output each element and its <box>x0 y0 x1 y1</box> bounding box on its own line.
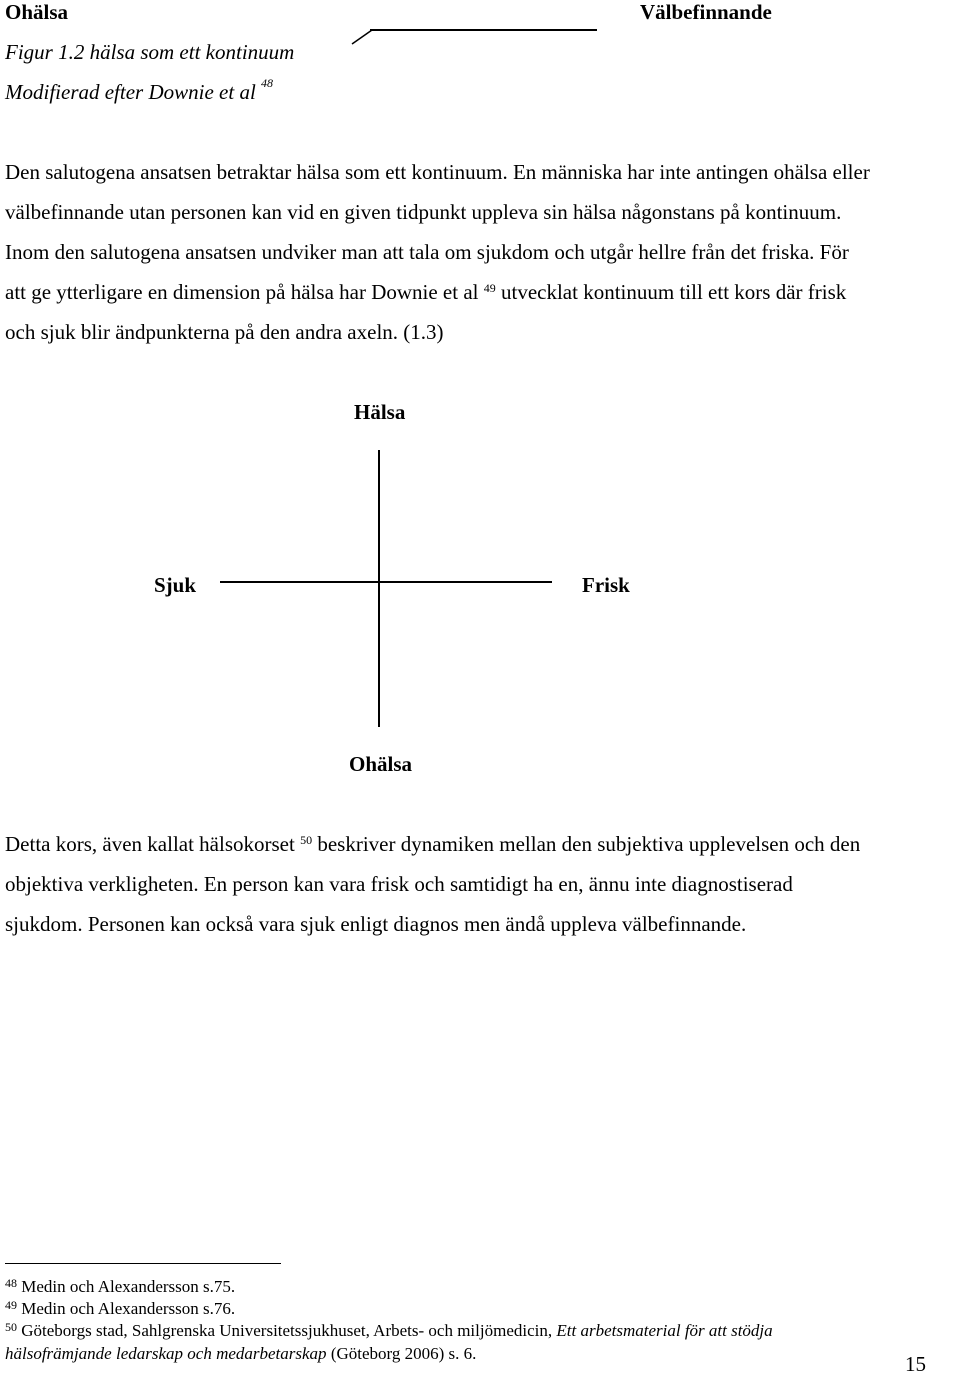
footnote-50-line-2: hälsofrämjande ledarskap och medarbetarskap (Göteborg 2006) s. 6. <box>5 1344 477 1363</box>
paragraph-2-line-3: sjukdom. Personen kan också vara sjuk enligt diagnos men ändå uppleva välbefinnande. <box>5 912 747 936</box>
paragraph-1-line-1: Den salutogena ansatsen betraktar hälsa som ett kontinuum. En människa har inte antingen ohälsa eller <box>5 160 870 184</box>
paragraph-2-line-2: objektiva verkligheten. En person kan vara frisk och samtidigt ha en, ännu inte diagnostiserad <box>5 872 793 896</box>
footnote-49: $^{49}$ Medin och Alexandersson s.76. <box>5 1298 236 1318</box>
footnote-48: $^{48}$ Medin och Alexandersson s.75. <box>5 1276 236 1296</box>
footnote-separator <box>5 1263 281 1264</box>
paragraph-1-line-4: att ge ytterligare en dimension på hälsa har Downie et al $^{49}$ utvecklat kontinuum till ett kors där frisk <box>5 280 847 304</box>
continuum-line <box>370 29 597 31</box>
page-number: 15 <box>905 1352 926 1376</box>
continuum-right-label: Välbefinnande <box>640 0 772 24</box>
continuum-line-slant <box>350 28 376 46</box>
continuum-left-label: Ohälsa <box>5 0 69 24</box>
cross-top-label: Hälsa <box>354 400 406 424</box>
paragraph-1-line-3: Inom den salutogena ansatsen undviker man att tala om sjukdom och utgår hellre från det friska. För <box>5 240 849 264</box>
cross-vertical-axis <box>378 450 380 727</box>
cross-bottom-label: Ohälsa <box>349 752 413 776</box>
cross-horizontal-axis <box>220 581 552 583</box>
cross-right-label: Frisk <box>582 573 630 597</box>
figure-caption-title: Figur 1.2 hälsa som ett kontinuum <box>5 40 295 64</box>
paragraph-2-line-1: Detta kors, även kallat hälsokorset $^{50}$ beskriver dynamiken mellan den subjektiva upplevelsen och den <box>5 832 861 856</box>
figure-caption-source: Modifierad efter Downie et al $^{48}$ <box>5 76 274 104</box>
cross-left-label: Sjuk <box>154 573 197 597</box>
footnote-50: $^{50}$ Göteborgs stad, Sahlgrenska Universitetssjukhuset, Arbets- och miljömedicin, Ett arbetsmaterial för att stödja <box>5 1320 773 1340</box>
paragraph-1-line-2: välbefinnande utan personen kan vid en given tidpunkt uppleva sin hälsa någonstans på kontinuum. <box>5 200 842 224</box>
paragraph-1-line-5: och sjuk blir ändpunkterna på den andra axeln. (1.3) <box>5 320 444 344</box>
